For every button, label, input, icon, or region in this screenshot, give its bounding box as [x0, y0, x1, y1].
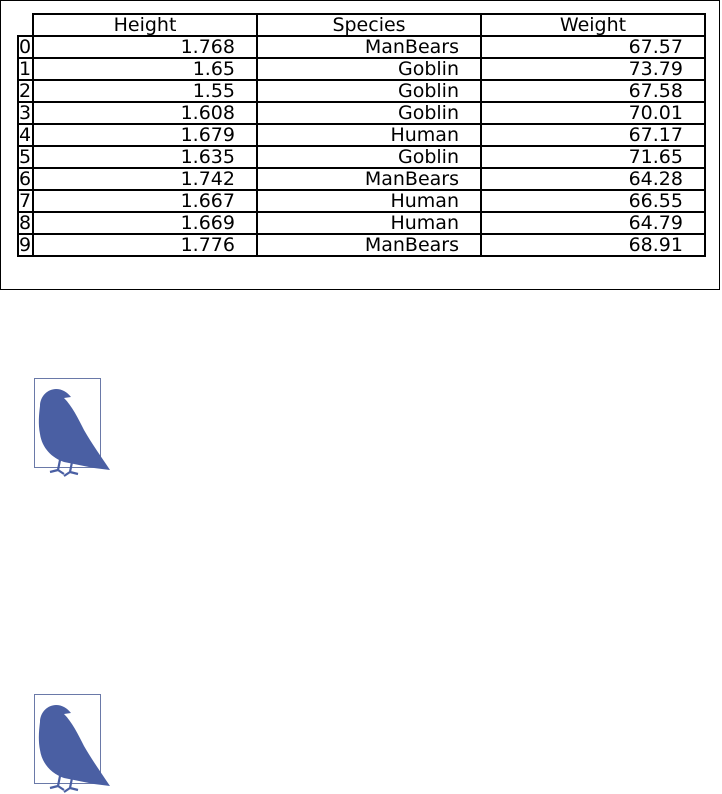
table-row: [18, 36, 705, 58]
species-cell: Goblin: [257, 80, 481, 102]
species-cell: Human: [257, 190, 481, 212]
weight-cell: 67.58: [481, 80, 705, 102]
table-row: [18, 58, 705, 80]
row-index: 3: [19, 102, 32, 124]
species-cell: Goblin: [257, 146, 481, 168]
height-cell: 1.742: [33, 168, 257, 190]
species-cell: Goblin: [257, 102, 481, 124]
height-cell: 1.679: [33, 124, 257, 146]
crow-icon: [34, 694, 114, 794]
weight-cell: 67.17: [481, 124, 705, 146]
table-row: [18, 80, 705, 102]
weight-cell: 68.91: [481, 234, 705, 256]
row-index: 1: [19, 58, 32, 80]
row-index: 5: [19, 146, 32, 168]
row-index: 7: [19, 190, 32, 212]
row-index: 4: [19, 124, 32, 146]
species-cell: Human: [257, 124, 481, 146]
height-cell: 1.635: [33, 146, 257, 168]
crow-icon: [34, 378, 114, 478]
table-row: [18, 190, 705, 212]
weight-cell: 73.79: [481, 58, 705, 80]
crow-note-icon: [34, 378, 114, 478]
table-row: [18, 168, 705, 190]
height-cell: 1.776: [33, 234, 257, 256]
species-cell: Human: [257, 212, 481, 234]
table-row: [18, 124, 705, 146]
species-cell: ManBears: [257, 234, 481, 256]
column-header-species: Species: [257, 14, 481, 36]
table-header-row: [18, 14, 705, 36]
height-cell: 1.65: [33, 58, 257, 80]
weight-cell: 64.28: [481, 168, 705, 190]
weight-cell: 67.57: [481, 36, 705, 58]
weight-cell: 66.55: [481, 190, 705, 212]
index-header: [18, 14, 33, 36]
crow-note-icon: [34, 694, 114, 794]
row-index: 0: [19, 36, 32, 58]
weight-cell: 71.65: [481, 146, 705, 168]
height-cell: 1.667: [33, 190, 257, 212]
table-row: [18, 234, 705, 256]
table-frame: [0, 0, 720, 290]
height-cell: 1.669: [33, 212, 257, 234]
species-cell: ManBears: [257, 36, 481, 58]
height-cell: 1.608: [33, 102, 257, 124]
row-index: 8: [19, 212, 32, 234]
row-index: 2: [19, 80, 32, 102]
table-row: [18, 212, 705, 234]
table-row: [18, 146, 705, 168]
table-row: [18, 102, 705, 124]
row-index: 9: [19, 234, 32, 256]
row-index: 6: [19, 168, 32, 190]
data-table: [17, 13, 706, 257]
height-cell: 1.55: [33, 80, 257, 102]
column-header-height: Height: [33, 14, 257, 36]
species-cell: Goblin: [257, 58, 481, 80]
column-header-weight: Weight: [481, 14, 705, 36]
weight-cell: 64.79: [481, 212, 705, 234]
species-cell: ManBears: [257, 168, 481, 190]
height-cell: 1.768: [33, 36, 257, 58]
weight-cell: 70.01: [481, 102, 705, 124]
